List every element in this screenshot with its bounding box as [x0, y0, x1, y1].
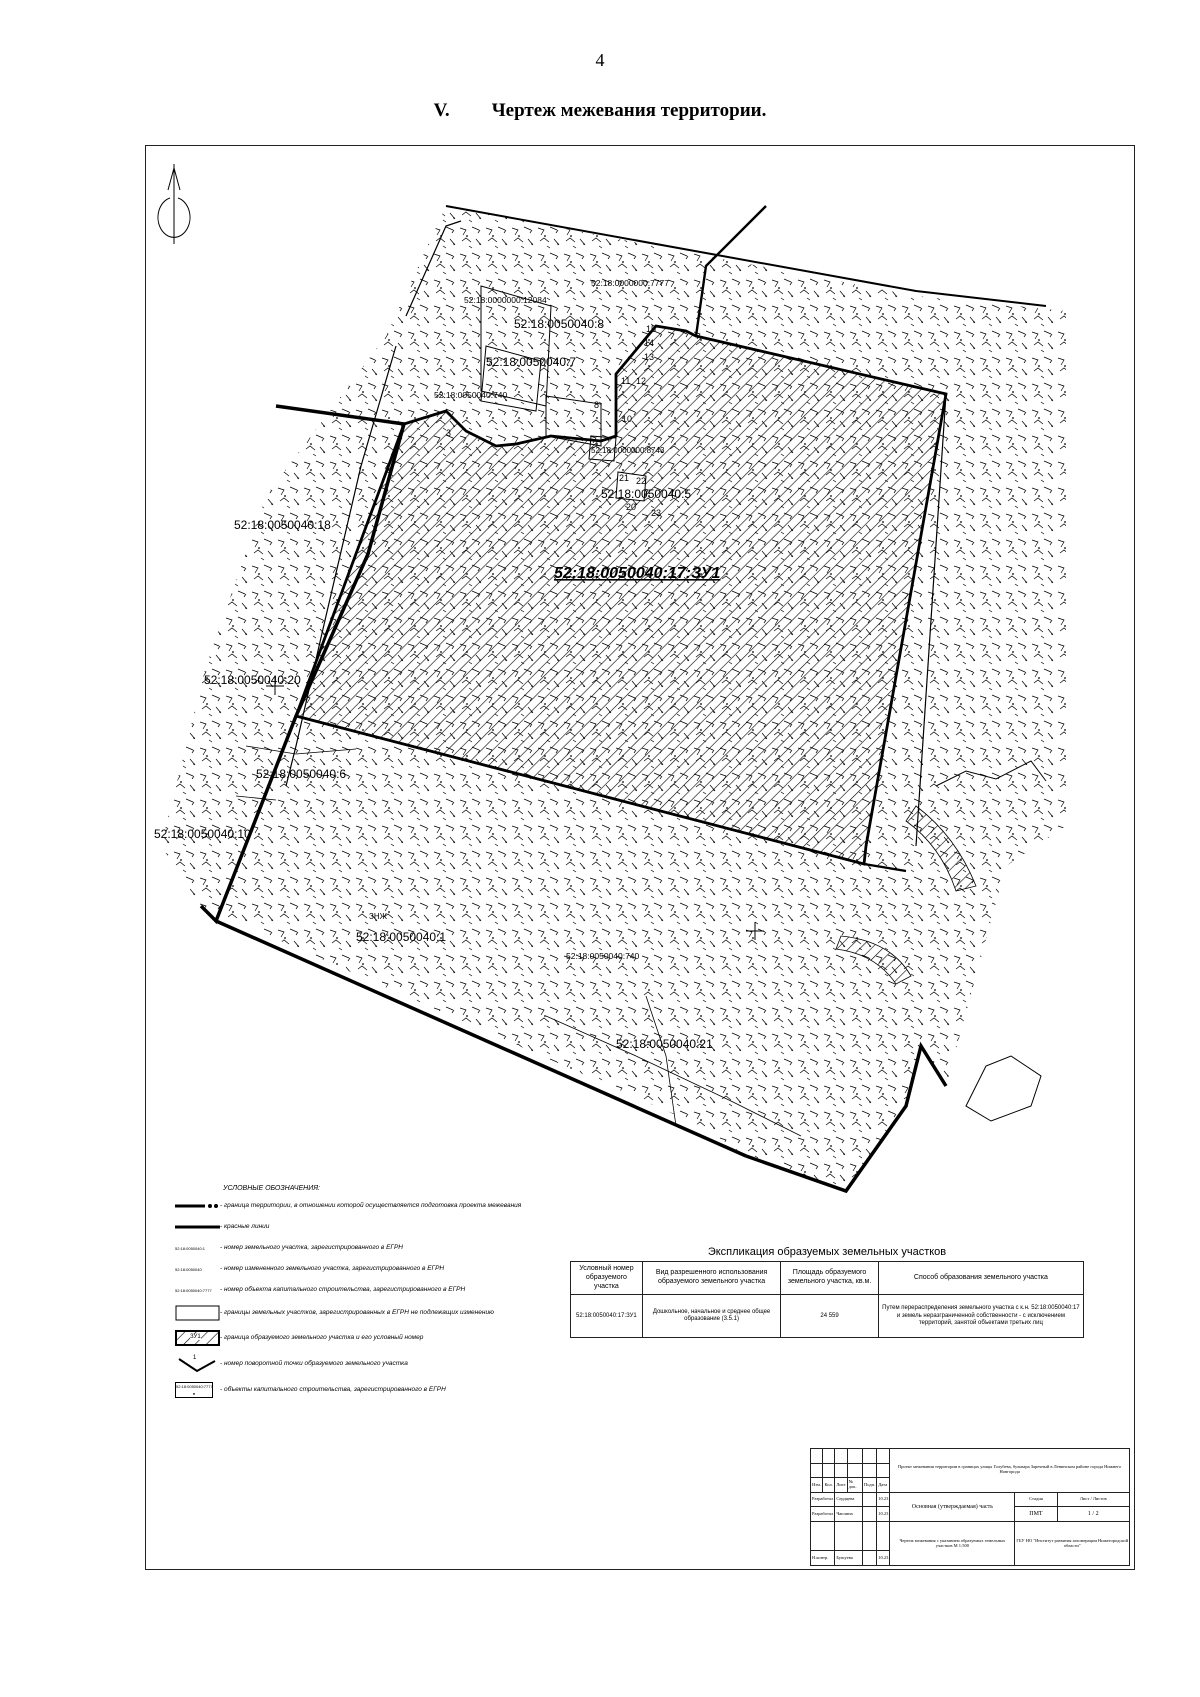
- legend-point-number: 1: [193, 1355, 197, 1361]
- point-number: 11: [621, 376, 631, 386]
- explication-cell: 52:18:0050040:17:ЗУ1: [571, 1295, 643, 1338]
- parcel-label: 52:18:0050040:740: [434, 390, 508, 400]
- legend-item: - границы земельных участков, зарегистрированных в ЕГРН не подлежащих изменению: [175, 1305, 555, 1321]
- legend-item: - граница территории, в отношении которой осуществляется подготовка проекта межевания: [175, 1200, 555, 1212]
- explication-cell: 24 559: [781, 1295, 878, 1338]
- page-number: 4: [595, 50, 605, 70]
- point-number: 14: [644, 338, 655, 348]
- legend-item: ЗУ1 - граница образуемого земельного участка и его условный номер: [175, 1330, 555, 1346]
- legend-item: 52:18:0050040:7777 - номер объекта капитального строительства, зарегистрированного в ЕГРН: [175, 1286, 466, 1294]
- point-number: 15: [646, 324, 657, 334]
- parcel-label: 52:18:0000000:7777: [591, 278, 669, 288]
- parcel-label: 52:18:0050040:5: [601, 487, 692, 501]
- point-number: 23: [651, 508, 662, 518]
- legend-item: 1 - номер поворотной точки образуемого земельного участка: [175, 1355, 555, 1373]
- explication-table: [570, 1246, 1084, 1338]
- point-number: 8: [594, 400, 600, 410]
- parcel-label: 52:18:0050040:21: [616, 1037, 713, 1051]
- page-title: [0, 100, 1200, 122]
- parcel-label: 52:18:0050040:740: [566, 951, 640, 961]
- explication-header: Площадь образуемого земельного участка, кв.м.: [781, 1262, 878, 1295]
- parcel-label: 52:18:0050040:6: [256, 767, 347, 781]
- legend-title: УСЛОВНЫЕ ОБОЗНАЧЕНИЯ:: [223, 1185, 320, 1192]
- parcel-label: 52:18:0050040:10: [154, 827, 251, 841]
- parcel-label: 52:18:0050040:18: [234, 518, 331, 532]
- legend-item: - красные линии: [220, 1223, 270, 1231]
- explication-cell: Путем перераспределения земельного участка с к.н. 52:18:0050040:17 и земель неразграниченной собственности - с исключением территорий, занятой объектами третьих лиц: [878, 1295, 1083, 1338]
- legend-item: 52:18:0050040:1 - номер земельного участка, зарегистрированного в ЕГРН: [175, 1244, 403, 1252]
- section-numeral: V.: [433, 100, 450, 121]
- legend-new-parcel-number: ЗУ1: [190, 1334, 201, 1340]
- parcel-label: 52:18:0050040:7: [486, 355, 577, 369]
- stamp-drawing-title: Чертеж межевания с указанием образуемых земельных участков М 1:500: [890, 1522, 1015, 1566]
- explication-title: Экспликация образуемых земельных участков: [707, 1246, 947, 1258]
- explication-header: Условный номер образуемого участка: [571, 1262, 643, 1295]
- point-number: 20: [626, 502, 637, 512]
- annotation-znc: ЗНЖ: [369, 912, 387, 921]
- stamp-organization: ГБУ НО "Институт развития агломерации Нижегородской области": [1015, 1522, 1130, 1566]
- legend-oks-number: 52:18:0050040:7777: [176, 1384, 213, 1389]
- parcel-label: 52:18:0050040:1: [356, 930, 447, 944]
- explication-header: Вид разрешенного использования образуемого земельного участка: [642, 1262, 781, 1295]
- point-number: 12: [636, 376, 647, 386]
- point-number: 3: [446, 428, 452, 438]
- explication-header: Способ образования земельного участка: [878, 1262, 1083, 1295]
- north-arrow-icon: [158, 164, 190, 244]
- point-number: 13: [644, 352, 655, 362]
- point-number: 21: [619, 473, 630, 483]
- parcel-label: 52:18:0050040:8: [514, 317, 605, 331]
- legend: [175, 1185, 555, 1407]
- parcel-label: 52:18:0050040:20: [204, 673, 301, 687]
- stamp-section: Основная (утверждаемая) часть: [890, 1492, 1015, 1521]
- legend-item: 52:18:0050040:7777 ● - объекты капитального строительства, зарегистрированного в ЕГРН: [176, 1384, 446, 1396]
- explication-cell: Дошкольное, начальное и среднее общее образование (3.5.1): [642, 1295, 781, 1338]
- point-number: 22: [636, 476, 647, 486]
- legend-item: 52:18:0050040 - номер измененного земельного участка, зарегистрированного в ЕГРН: [175, 1265, 445, 1273]
- point-number: 10: [622, 414, 633, 424]
- parcel-label: 52:18:0000000:8743: [591, 446, 665, 455]
- stamp-project-title: Проект межевания территории в границах улицы Голубева, бульвара Заречный в Ленинском районе города Нижнего Новгорода: [890, 1449, 1130, 1493]
- section-title: Чертеж межевания территории.: [491, 100, 767, 121]
- parcel-label: 52:18:0000000:12084: [464, 295, 547, 305]
- title-block: Проект межевания территории в границах улицы Голубева, бульвара Заречный в Ленинском районе города Нижнего Новгорода Изм. Кол. Лист № док. Подп. Дата Разработал Сердцева 10.23 Основная (утверждаемая) часть Стадия Лист / Листов Разработал Чаплина 10.23 ПМТ 1 / 2 Чертеж межевания с указанием образуемых земельных участков М 1:500 ГБУ НО "Институт развития агломерации Нижегородской области" Н.контр. Бушуева 10.23: [810, 1448, 1130, 1566]
- main-parcel-label: 52:18:0050040:17:ЗУ1: [554, 565, 721, 582]
